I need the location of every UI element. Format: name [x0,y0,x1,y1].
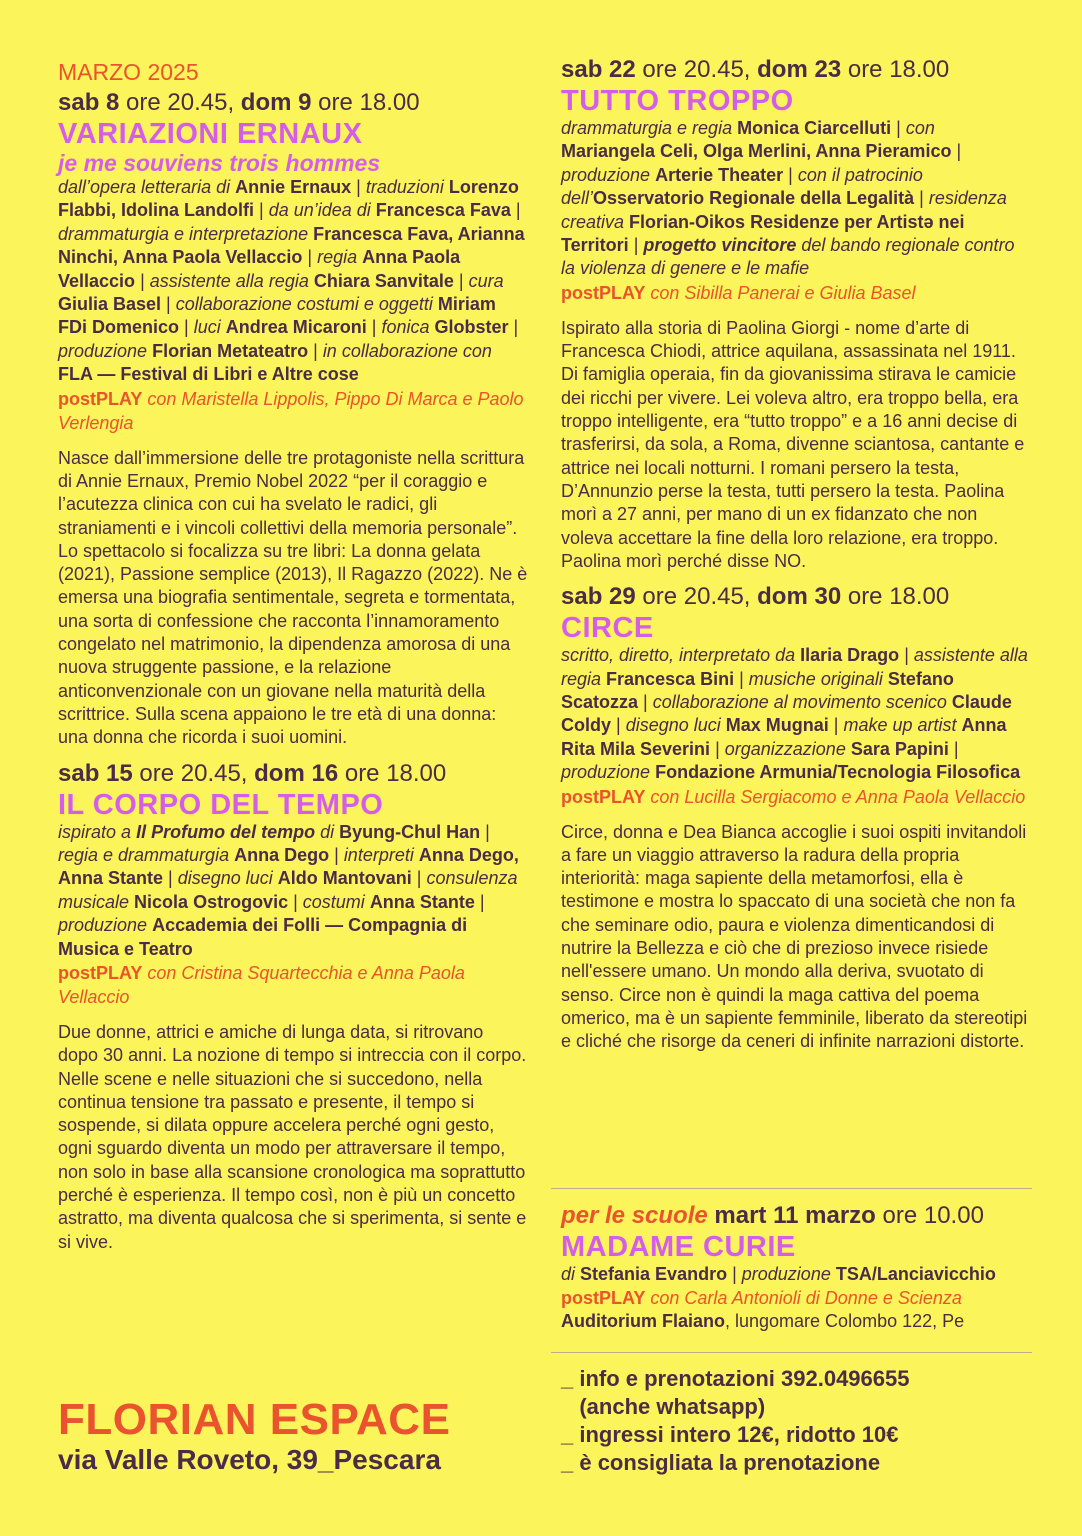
postplay-line: postPLAY con Cristina Squartecchia e Anna Paola Vellaccio [58,962,465,1007]
postplay-line: postPLAY con Sibilla Panerai e Giulia Basel [561,282,916,303]
event-date: per le scuole mart 11 marzo ore 10.00 [561,1202,984,1229]
left-column [58,58,528,1254]
event-description: Nasce dall’immersione delle tre protagoniste nella scrittura di Annie Ernaux, Premio Nobel 2022 “per il coraggio e l’acutezza clinica con cui ha svelato le radici, gli straniamenti e i vincoli collettivi della memoria personale”. Lo spettacolo si focalizza su tre libri: La donna gelata (2021), Passione semplice (2013), Il Ragazzo (2022). Ne è emersa una biografia sentimentale, segreta e tormentata, una sorta di confessione che racconta l’innamoramento congelato nel matrimonio, la dipendenza amorosa di una nuova struggente passione, e la relazione anticonvenzionale con un giovane nella maturità della scrittrice. Sulla scena appaiono le tre età di una donna: una donna che ricorda i suoi uomini. [58,447,528,748]
event-madame-curie [561,1200,1031,1334]
event-credits: ispirato a Il Profumo del tempo di Byung-Chul Han | regia e drammaturgia Anna Dego | interpreti Anna Dego, Anna Stante | disegno luci Aldo Mantovani | consulenza musicale Nicola Ostrogovic | costumi Anna Stante | produzione Accademia dei Folli — Compagnia di Musica e Teatro [58,821,519,959]
event-credits: scritto, diretto, interpretato da Ilaria Drago | assistente alla regia Francesca Bini | musiche originali Stefano Scatozza | collaborazione al movimento scenico Claude Coldy | disegno luci Max Mugnai | make up artist Anna Rita Mila Severini | organizzazione Sara Papini | produzione Fondazione Armunia/Tecnologia Filosofica [561,645,1028,783]
divider [551,1188,1032,1189]
event-description: Ispirato alla storia di Paolina Giorgi - nome d’arte di Francesca Chiodi, attrice aquilana, assassinata nel 1911. Di famiglia operaia, fin da giovanissima stirava le camicie dei ricchi per vivere. Lei voleva altro, era troppo bella, era troppo intelligente, era “tutto troppo” e a 16 anni decise di trasferirsi, da sola, a Roma, divenne sciantosa, cantante e attrice nei locali notturni. I romani persero la testa, D’Annunzio perse la testa, tutti persero la testa. Paolina morì a 27 anni, per mano di un ex fidanzato che non voleva accettare la fine della loro relazione, era troppo. Paolina morì perché disse NO. [561,317,1025,571]
month-label: MARZO 2025 [58,59,199,85]
postplay-line: postPLAY con Maristella Lippolis, Pippo Di Marca e Paolo Verlengia [58,388,524,433]
info-prices: _ ingressi intero 12€, ridotto 10€ [561,1422,899,1447]
event-tutto-troppo [561,54,1031,573]
info-phone: _ info e prenotazioni 392.0496655 [561,1366,910,1391]
event-variazioni [58,87,528,750]
event-location: Auditorium Flaiano, lungomare Colombo 122, Pe [561,1311,965,1332]
divider [551,1352,1032,1353]
event-credits: di Stefania Evandro | produzione TSA/Lanciavicchio [561,1264,996,1284]
event-circe [561,581,1031,1053]
postplay-line: postPLAY con Lucilla Sergiacomo e Anna Paola Vellaccio [561,786,1026,807]
info-block [561,1365,1031,1477]
info-whatsapp: (anche whatsapp) [561,1394,766,1419]
event-description: Circe, donna e Dea Bianca accoglie i suoi ospiti invitandoli a fare un viaggio attraverso la radura della propria interiorità: maga sapiente della metamorfosi, ella è testimone e mostra lo spaccato di una società che non fa che seminare odio, paura e violenza dimenticandosi di nutrire la Bellezza e ciò che di prezioso invece risiede nell'essere umano. Un mondo alla deriva, svuotato di senso. Circe non è quindi la maga cattiva del poema omerico, ma è un sapiente femminile, liberato da stereotipi e cliché che risorge da ceneri di infinite narrazioni distorte. [561,821,1028,1052]
event-title: TUTTO TROPPO [561,85,794,117]
info-booking: _ è consigliata la prenotazione [561,1450,881,1475]
event-date: sab 8 ore 20.45, dom 9 ore 18.00 [58,89,420,116]
postplay-line: postPLAY con Carla Antonioli di Donne e Scienza [561,1288,962,1309]
event-title: VARIAZIONI ERNAUX [58,118,363,150]
event-title: MADAME CURIE [561,1231,796,1263]
event-date: sab 22 ore 20.45, dom 23 ore 18.00 [561,56,950,83]
venue-address: via Valle Roveto, 39_Pescara [58,1444,441,1475]
event-description: Due donne, attrici e amiche di lunga data, si ritrovano dopo 30 anni. La nozione di tempo si intreccia con il corpo. Nelle scene e nelle situazioni che si succedono, nella continua tensione tra passato e presente, il tempo si sospende, si dilata oppure accelera perché ogni gesto, ogni sguardo diventa un modo per attraversare il tempo, non solo in base alla scansione cronologica ma soprattutto perché è esperienza. Il tempo così, non è più un concetto astratto, ma diventa qualcosa che si sperimenta, si sente e si vive. [58,1021,527,1252]
event-date: sab 15 ore 20.45, dom 16 ore 18.00 [58,759,447,787]
venue-name: FLORIAN ESPACE [58,1395,451,1444]
event-credits: dall’opera letteraria di Annie Ernaux | traduzioni Lorenzo Flabbi, Idolina Landolfi | da un’idea di Francesca Fava | drammaturgia e interpretazione Francesca Fava, Arianna Ninchi, Anna Paola Vellaccio | regia Anna Paola Vellaccio | assistente alla regia Chiara Sanvitale | cura Giulia Basel | collaborazione costumi e oggetti Miriam FDi Domenico | luci Andrea Micaroni | fonica Globster | produzione Florian Metateatro | in collaborazione con FLA — Festival di Libri e Altre cose [58,177,525,385]
event-credits: drammaturgia e regia Monica Ciarcelluti | con Mariangela Celi, Olga Merlini, Anna Pieramico | produzione Arterie Theater | con il patrocinio dell’Osservatorio Regionale della Legalità | residenza creativa Florian-Oikos Residenze per Artistə nei Territori | progetto vincitore del bando regionale contro la violenza di genere e le mafie [561,118,1015,279]
event-title: CIRCE [561,612,654,645]
event-corpo-del-tempo [58,758,528,1254]
event-subtitle: je me souviens trois hommes [58,150,381,176]
right-column [561,54,1031,1054]
event-title: IL CORPO DEL TEMPO [58,788,384,821]
event-date: sab 29 ore 20.45, dom 30 ore 18.00 [561,583,950,611]
